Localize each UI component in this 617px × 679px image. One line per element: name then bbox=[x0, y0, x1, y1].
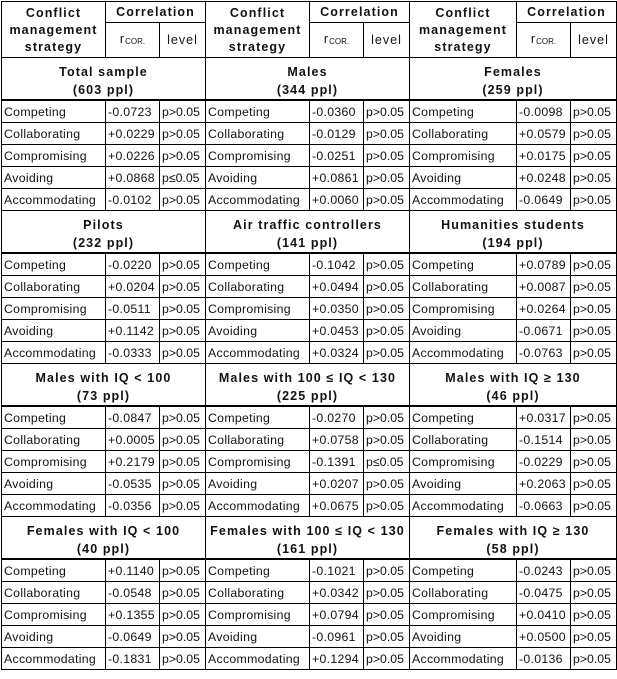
table-row bbox=[2, 495, 617, 517]
table-row bbox=[2, 276, 617, 298]
strategy-name-cell: Accommodating bbox=[206, 648, 310, 670]
significance-level-cell: p>0.05 bbox=[160, 406, 206, 429]
significance-level-cell: p>0.05 bbox=[160, 320, 206, 342]
significance-level-cell: p>0.05 bbox=[364, 145, 410, 167]
r-cor-value-cell: +0.0350 bbox=[310, 298, 364, 320]
r-cor-value-cell: -0.0243 bbox=[517, 559, 571, 582]
table-row bbox=[2, 648, 617, 670]
significance-level-cell: p>0.05 bbox=[571, 648, 617, 670]
group-title: Air traffic controllers bbox=[233, 217, 382, 232]
r-cor-value-cell: +0.0868 bbox=[106, 167, 160, 189]
r-cor-value-cell: -0.0535 bbox=[106, 473, 160, 495]
r-cor-symbol: r bbox=[530, 31, 536, 46]
r-cor-header bbox=[310, 23, 364, 58]
r-cor-value-cell: -0.0220 bbox=[106, 253, 160, 276]
group-sample-size: (259 ppl) bbox=[482, 82, 544, 97]
table-row bbox=[2, 582, 617, 604]
r-cor-value-cell: -0.0511 bbox=[106, 298, 160, 320]
r-cor-value-cell: -0.0129 bbox=[310, 123, 364, 145]
r-cor-value-cell: -0.0333 bbox=[106, 342, 160, 364]
group-title-cell bbox=[410, 517, 617, 560]
strategy-name-cell: Compromising bbox=[206, 604, 310, 626]
strategy-name-cell: Collaborating bbox=[206, 429, 310, 451]
r-cor-value-cell: +0.1355 bbox=[106, 604, 160, 626]
r-cor-header bbox=[517, 23, 571, 58]
strategy-header-text: Conflict management strategy bbox=[418, 6, 508, 54]
significance-level-cell: p>0.05 bbox=[571, 604, 617, 626]
significance-level-cell: p>0.05 bbox=[160, 100, 206, 123]
r-cor-value-cell: -0.0649 bbox=[517, 189, 571, 211]
significance-level-cell: p>0.05 bbox=[364, 582, 410, 604]
strategy-name-cell: Competing bbox=[206, 559, 310, 582]
strategy-header bbox=[410, 2, 517, 58]
significance-level-cell: p>0.05 bbox=[160, 451, 206, 473]
r-cor-value-cell: +0.2179 bbox=[106, 451, 160, 473]
r-cor-subscript: COR. bbox=[125, 36, 146, 46]
strategy-name-cell: Competing bbox=[410, 253, 517, 276]
significance-level-cell: p>0.05 bbox=[160, 145, 206, 167]
significance-level-cell: p>0.05 bbox=[160, 582, 206, 604]
table-row bbox=[2, 559, 617, 582]
significance-level-cell: p>0.05 bbox=[160, 495, 206, 517]
significance-level-cell: p>0.05 bbox=[364, 559, 410, 582]
r-cor-subscript: COR. bbox=[536, 36, 557, 46]
strategy-name-cell: Collaborating bbox=[2, 276, 106, 298]
strategy-name-cell: Compromising bbox=[206, 145, 310, 167]
strategy-name-cell: Accommodating bbox=[410, 189, 517, 211]
group-title-cell bbox=[206, 58, 410, 101]
r-cor-value-cell: +0.0324 bbox=[310, 342, 364, 364]
group-title: Humanities students bbox=[441, 217, 585, 232]
strategy-name-cell: Collaborating bbox=[2, 123, 106, 145]
r-cor-value-cell: +0.0410 bbox=[517, 604, 571, 626]
significance-level-cell: p>0.05 bbox=[571, 167, 617, 189]
strategy-header-text: Conflict management strategy bbox=[213, 6, 302, 54]
significance-level-cell: p>0.05 bbox=[364, 626, 410, 648]
significance-level-cell: p>0.05 bbox=[364, 473, 410, 495]
strategy-name-cell: Accommodating bbox=[2, 189, 106, 211]
strategy-name-cell: Accommodating bbox=[206, 189, 310, 211]
correlation-header: Correlation bbox=[517, 2, 617, 23]
significance-level-cell: p>0.05 bbox=[571, 100, 617, 123]
level-header: level bbox=[160, 23, 206, 58]
strategy-name-cell: Collaborating bbox=[206, 123, 310, 145]
strategy-name-cell: Avoiding bbox=[206, 167, 310, 189]
significance-level-cell: p≤0.05 bbox=[364, 451, 410, 473]
significance-level-cell: p>0.05 bbox=[364, 320, 410, 342]
strategy-name-cell: Compromising bbox=[2, 451, 106, 473]
group-title-row bbox=[2, 364, 617, 407]
r-cor-subscript: COR. bbox=[329, 36, 350, 46]
significance-level-cell: p≤0.05 bbox=[160, 167, 206, 189]
r-cor-value-cell: -0.0356 bbox=[106, 495, 160, 517]
strategy-name-cell: Avoiding bbox=[2, 320, 106, 342]
significance-level-cell: p>0.05 bbox=[364, 100, 410, 123]
strategy-name-cell: Competing bbox=[410, 559, 517, 582]
strategy-name-cell: Competing bbox=[2, 559, 106, 582]
significance-level-cell: p>0.05 bbox=[571, 473, 617, 495]
table-header bbox=[2, 2, 617, 58]
r-cor-value-cell: -0.0102 bbox=[106, 189, 160, 211]
group-sample-size: (225 ppl) bbox=[276, 388, 339, 403]
table-row bbox=[2, 167, 617, 189]
group-title-cell bbox=[206, 517, 410, 560]
level-header: level bbox=[364, 23, 410, 58]
r-cor-value-cell: -0.0763 bbox=[517, 342, 571, 364]
strategy-name-cell: Competing bbox=[410, 100, 517, 123]
r-cor-value-cell: +0.0579 bbox=[517, 123, 571, 145]
strategy-name-cell: Avoiding bbox=[410, 320, 517, 342]
group-title: Females with 100 ≤ IQ < 130 bbox=[210, 523, 405, 538]
group-title-cell bbox=[2, 517, 206, 560]
table-row bbox=[2, 451, 617, 473]
r-cor-value-cell: +0.0087 bbox=[517, 276, 571, 298]
significance-level-cell: p>0.05 bbox=[364, 189, 410, 211]
significance-level-cell: p>0.05 bbox=[571, 298, 617, 320]
table-row bbox=[2, 604, 617, 626]
strategy-name-cell: Avoiding bbox=[410, 626, 517, 648]
group-title-row bbox=[2, 211, 617, 254]
r-cor-value-cell: -0.0671 bbox=[517, 320, 571, 342]
strategy-name-cell: Compromising bbox=[206, 298, 310, 320]
r-cor-value-cell: -0.0847 bbox=[106, 406, 160, 429]
significance-level-cell: p>0.05 bbox=[364, 253, 410, 276]
strategy-name-cell: Avoiding bbox=[206, 473, 310, 495]
strategy-name-cell: Accommodating bbox=[2, 495, 106, 517]
r-cor-value-cell: +0.0204 bbox=[106, 276, 160, 298]
significance-level-cell: p>0.05 bbox=[571, 276, 617, 298]
strategy-name-cell: Avoiding bbox=[2, 473, 106, 495]
correlation-header: Correlation bbox=[106, 2, 206, 23]
significance-level-cell: p>0.05 bbox=[571, 582, 617, 604]
significance-level-cell: p>0.05 bbox=[364, 648, 410, 670]
strategy-name-cell: Collaborating bbox=[410, 276, 517, 298]
r-cor-value-cell: +0.0060 bbox=[310, 189, 364, 211]
group-sample-size: (161 ppl) bbox=[276, 541, 339, 556]
r-cor-value-cell: -0.0548 bbox=[106, 582, 160, 604]
group-title-cell bbox=[206, 364, 410, 407]
r-cor-header bbox=[106, 23, 160, 58]
r-cor-value-cell: -0.0663 bbox=[517, 495, 571, 517]
strategy-name-cell: Competing bbox=[2, 406, 106, 429]
significance-level-cell: p>0.05 bbox=[160, 604, 206, 626]
strategy-name-cell: Collaborating bbox=[206, 582, 310, 604]
group-title-cell bbox=[2, 211, 206, 254]
table-body bbox=[2, 58, 617, 670]
group-title-cell bbox=[410, 211, 617, 254]
r-cor-value-cell: +0.0794 bbox=[310, 604, 364, 626]
strategy-name-cell: Compromising bbox=[2, 145, 106, 167]
group-title-row bbox=[2, 517, 617, 560]
r-cor-value-cell: -0.0251 bbox=[310, 145, 364, 167]
strategy-name-cell: Accommodating bbox=[2, 342, 106, 364]
group-title-row bbox=[2, 58, 617, 101]
group-title: Females with IQ ≥ 130 bbox=[436, 523, 590, 538]
significance-level-cell: p>0.05 bbox=[364, 123, 410, 145]
r-cor-value-cell: +0.0207 bbox=[310, 473, 364, 495]
r-cor-value-cell: -0.0961 bbox=[310, 626, 364, 648]
strategy-name-cell: Compromising bbox=[410, 298, 517, 320]
r-cor-value-cell: -0.1042 bbox=[310, 253, 364, 276]
correlation-table bbox=[1, 1, 617, 670]
significance-level-cell: p>0.05 bbox=[364, 167, 410, 189]
significance-level-cell: p>0.05 bbox=[364, 406, 410, 429]
significance-level-cell: p>0.05 bbox=[160, 189, 206, 211]
table-row bbox=[2, 298, 617, 320]
r-cor-value-cell: -0.0136 bbox=[517, 648, 571, 670]
strategy-name-cell: Collaborating bbox=[206, 276, 310, 298]
significance-level-cell: p>0.05 bbox=[364, 429, 410, 451]
strategy-name-cell: Avoiding bbox=[2, 626, 106, 648]
group-sample-size: (232 ppl) bbox=[72, 235, 135, 250]
table-row bbox=[2, 253, 617, 276]
group-title-cell bbox=[410, 364, 617, 407]
group-sample-size: (603 ppl) bbox=[72, 82, 135, 97]
r-cor-value-cell: +0.0500 bbox=[517, 626, 571, 648]
strategy-name-cell: Accommodating bbox=[410, 495, 517, 517]
strategy-name-cell: Competing bbox=[2, 100, 106, 123]
r-cor-value-cell: +0.0229 bbox=[106, 123, 160, 145]
r-cor-value-cell: +0.1294 bbox=[310, 648, 364, 670]
strategy-name-cell: Compromising bbox=[410, 604, 517, 626]
strategy-header bbox=[2, 2, 106, 58]
r-cor-value-cell: +0.0226 bbox=[106, 145, 160, 167]
table-row bbox=[2, 626, 617, 648]
significance-level-cell: p>0.05 bbox=[571, 495, 617, 517]
strategy-name-cell: Collaborating bbox=[410, 582, 517, 604]
strategy-name-cell: Accommodating bbox=[206, 495, 310, 517]
strategy-name-cell: Competing bbox=[2, 253, 106, 276]
r-cor-value-cell: -0.0229 bbox=[517, 451, 571, 473]
strategy-name-cell: Competing bbox=[206, 100, 310, 123]
r-cor-value-cell: +0.0264 bbox=[517, 298, 571, 320]
group-sample-size: (194 ppl) bbox=[482, 235, 544, 250]
significance-level-cell: p>0.05 bbox=[160, 429, 206, 451]
group-title: Males with IQ ≥ 130 bbox=[445, 370, 581, 385]
group-title-cell bbox=[2, 364, 206, 407]
significance-level-cell: p>0.05 bbox=[571, 342, 617, 364]
table-row bbox=[2, 100, 617, 123]
table-row bbox=[2, 189, 617, 211]
significance-level-cell: p>0.05 bbox=[571, 559, 617, 582]
r-cor-value-cell: +0.0453 bbox=[310, 320, 364, 342]
group-sample-size: (58 ppl) bbox=[486, 541, 540, 556]
table-row bbox=[2, 320, 617, 342]
significance-level-cell: p>0.05 bbox=[571, 626, 617, 648]
group-title: Males with 100 ≤ IQ < 130 bbox=[218, 370, 397, 385]
group-sample-size: (40 ppl) bbox=[76, 541, 131, 556]
r-cor-value-cell: -0.0723 bbox=[106, 100, 160, 123]
r-cor-value-cell: +0.0248 bbox=[517, 167, 571, 189]
r-cor-symbol: r bbox=[323, 31, 329, 46]
r-cor-value-cell: +0.0675 bbox=[310, 495, 364, 517]
r-cor-value-cell: -0.0098 bbox=[517, 100, 571, 123]
significance-level-cell: p>0.05 bbox=[571, 429, 617, 451]
significance-level-cell: p>0.05 bbox=[571, 253, 617, 276]
group-title: Females with IQ < 100 bbox=[26, 523, 181, 538]
group-sample-size: (46 ppl) bbox=[486, 388, 540, 403]
table-row bbox=[2, 473, 617, 495]
r-cor-value-cell: +0.2063 bbox=[517, 473, 571, 495]
significance-level-cell: p>0.05 bbox=[160, 123, 206, 145]
r-cor-value-cell: +0.0758 bbox=[310, 429, 364, 451]
group-title: Pilots bbox=[83, 217, 124, 232]
group-title-cell bbox=[410, 58, 617, 101]
r-cor-value-cell: +0.0005 bbox=[106, 429, 160, 451]
table-row bbox=[2, 123, 617, 145]
group-title: Females bbox=[484, 64, 542, 79]
significance-level-cell: p>0.05 bbox=[160, 276, 206, 298]
r-cor-value-cell: -0.0360 bbox=[310, 100, 364, 123]
significance-level-cell: p>0.05 bbox=[571, 145, 617, 167]
strategy-name-cell: Compromising bbox=[2, 604, 106, 626]
strategy-header-text: Conflict management strategy bbox=[9, 6, 98, 54]
table-row bbox=[2, 145, 617, 167]
significance-level-cell: p>0.05 bbox=[160, 626, 206, 648]
r-cor-value-cell: +0.1140 bbox=[106, 559, 160, 582]
strategy-name-cell: Avoiding bbox=[2, 167, 106, 189]
r-cor-value-cell: +0.0861 bbox=[310, 167, 364, 189]
strategy-name-cell: Accommodating bbox=[206, 342, 310, 364]
r-cor-value-cell: -0.0270 bbox=[310, 406, 364, 429]
strategy-name-cell: Accommodating bbox=[2, 648, 106, 670]
significance-level-cell: p>0.05 bbox=[364, 495, 410, 517]
r-cor-value-cell: +0.0342 bbox=[310, 582, 364, 604]
r-cor-value-cell: -0.1391 bbox=[310, 451, 364, 473]
group-sample-size: (344 ppl) bbox=[276, 82, 339, 97]
table-row bbox=[2, 429, 617, 451]
strategy-name-cell: Avoiding bbox=[410, 167, 517, 189]
strategy-name-cell: Collaborating bbox=[410, 123, 517, 145]
group-title-cell bbox=[2, 58, 206, 101]
strategy-name-cell: Compromising bbox=[410, 145, 517, 167]
strategy-name-cell: Avoiding bbox=[206, 626, 310, 648]
strategy-name-cell: Competing bbox=[206, 253, 310, 276]
level-header: level bbox=[571, 23, 617, 58]
group-title: Total sample bbox=[59, 64, 148, 79]
group-title: Males bbox=[287, 64, 328, 79]
significance-level-cell: p>0.05 bbox=[571, 406, 617, 429]
strategy-name-cell: Avoiding bbox=[206, 320, 310, 342]
strategy-name-cell: Competing bbox=[206, 406, 310, 429]
table-row bbox=[2, 406, 617, 429]
significance-level-cell: p>0.05 bbox=[571, 451, 617, 473]
group-sample-size: (73 ppl) bbox=[76, 388, 131, 403]
significance-level-cell: p>0.05 bbox=[160, 559, 206, 582]
r-cor-value-cell: -0.1831 bbox=[106, 648, 160, 670]
r-cor-symbol: r bbox=[119, 31, 125, 46]
r-cor-value-cell: +0.0317 bbox=[517, 406, 571, 429]
significance-level-cell: p>0.05 bbox=[571, 189, 617, 211]
strategy-name-cell: Accommodating bbox=[410, 342, 517, 364]
r-cor-value-cell: -0.0475 bbox=[517, 582, 571, 604]
significance-level-cell: p>0.05 bbox=[364, 276, 410, 298]
strategy-name-cell: Collaborating bbox=[2, 429, 106, 451]
strategy-name-cell: Compromising bbox=[206, 451, 310, 473]
significance-level-cell: p>0.05 bbox=[364, 342, 410, 364]
significance-level-cell: p>0.05 bbox=[160, 342, 206, 364]
strategy-name-cell: Collaborating bbox=[2, 582, 106, 604]
r-cor-value-cell: +0.1142 bbox=[106, 320, 160, 342]
significance-level-cell: p>0.05 bbox=[160, 473, 206, 495]
group-sample-size: (141 ppl) bbox=[276, 235, 339, 250]
group-title-cell bbox=[206, 211, 410, 254]
group-title: Males with IQ < 100 bbox=[35, 370, 172, 385]
significance-level-cell: p>0.05 bbox=[364, 604, 410, 626]
significance-level-cell: p>0.05 bbox=[160, 253, 206, 276]
strategy-name-cell: Compromising bbox=[2, 298, 106, 320]
significance-level-cell: p>0.05 bbox=[364, 298, 410, 320]
r-cor-value-cell: -0.1021 bbox=[310, 559, 364, 582]
r-cor-value-cell: +0.0494 bbox=[310, 276, 364, 298]
r-cor-value-cell: -0.0649 bbox=[106, 626, 160, 648]
strategy-name-cell: Competing bbox=[410, 406, 517, 429]
strategy-name-cell: Accommodating bbox=[410, 648, 517, 670]
table-row bbox=[2, 342, 617, 364]
strategy-name-cell: Collaborating bbox=[410, 429, 517, 451]
r-cor-value-cell: -0.1514 bbox=[517, 429, 571, 451]
significance-level-cell: p>0.05 bbox=[571, 123, 617, 145]
significance-level-cell: p>0.05 bbox=[571, 320, 617, 342]
strategy-name-cell: Compromising bbox=[410, 451, 517, 473]
strategy-header bbox=[206, 2, 310, 58]
significance-level-cell: p>0.05 bbox=[160, 298, 206, 320]
correlation-header: Correlation bbox=[310, 2, 410, 23]
strategy-name-cell: Avoiding bbox=[410, 473, 517, 495]
significance-level-cell: p>0.05 bbox=[160, 648, 206, 670]
r-cor-value-cell: +0.0789 bbox=[517, 253, 571, 276]
r-cor-value-cell: +0.0175 bbox=[517, 145, 571, 167]
